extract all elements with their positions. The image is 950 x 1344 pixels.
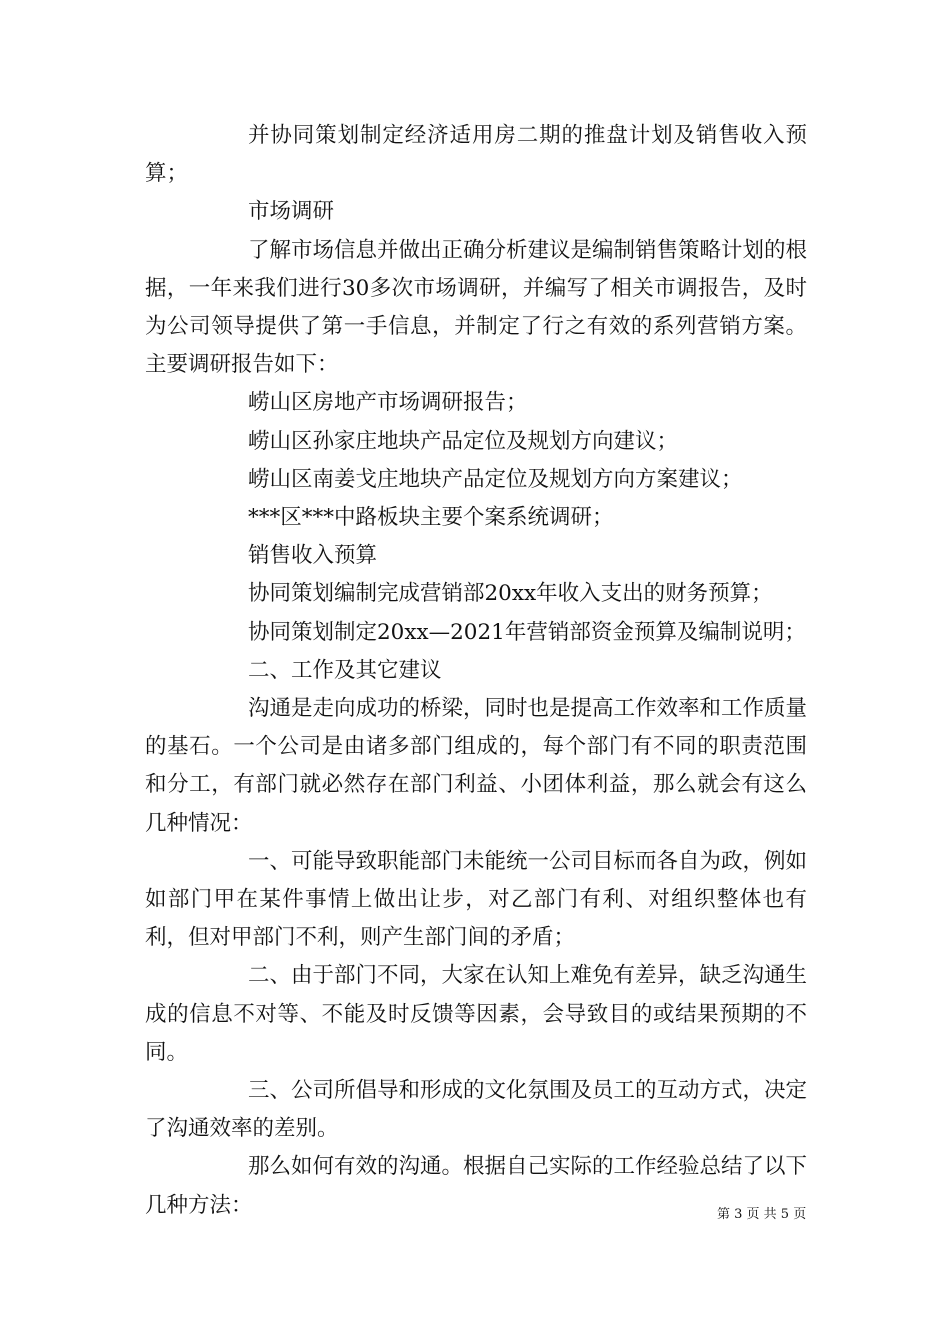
page-number-footer: 第 3 页 共 5 页 (717, 1207, 807, 1222)
list-item-report: 崂山区南姜戈庄地块产品定位及规划方向方案建议； (248, 466, 743, 492)
paragraph-point-two: 二、由于部门不同，大家在认知上难免有差异，缺乏沟通生成的信息不对等、不能及时反馈等因素，会导致目的或结果预期的不同。 (145, 963, 808, 1065)
paragraph-communication: 沟通是走向成功的桥梁，同时也是提高工作效率和工作质量的基石。一个公司是由诸多部门组成的，每个部门有不同的职责范围和分工，有部门就必然存在部门利益、小团体利益，那么就会有这么几种情况： (145, 696, 808, 836)
list-item-report: ***区***中路板块主要个案系统调研； (248, 505, 614, 531)
list-item-budget: 协同策划编制完成营销部20xx年收入支出的财务预算； (248, 581, 773, 607)
heading-sales-budget: 销售收入预算 (248, 543, 378, 569)
section-heading-suggestions: 二、工作及其它建议 (248, 657, 442, 683)
list-item-report: 崂山区孙家庄地块产品定位及规划方向建议； (248, 428, 679, 454)
paragraph-point-three: 三、公司所倡导和形成的文化氛围及员工的互动方式，决定了沟通效率的差别。 (145, 1078, 808, 1142)
paragraph-market-research: 了解市场信息并做出正确分析建议是编制销售策略计划的根据，一年来我们进行30多次市场调研，并编写了相关市调报告，及时为公司领导提供了第一手信息，并制定了行之有效的系列营销方案。主要调研报告如下： (145, 237, 808, 378)
body-text (145, 117, 807, 1225)
paragraph-sales-plan: 并协同策划制定经济适用房二期的推盘计划及销售收入预算； (145, 123, 807, 187)
list-item-report: 崂山区房地产市场调研报告； (248, 390, 528, 416)
heading-market-research: 市场调研 (248, 199, 335, 225)
paragraph-methods-intro: 那么如何有效的沟通。根据自己实际的工作经验总结了以下几种方法： (145, 1154, 808, 1218)
paragraph-point-one: 一、可能导致职能部门未能统一公司目标而各自为政，例如如部门甲在某件事情上做出让步，对乙部门有利、对组织整体也有利，但对甲部门不利，则产生部门间的矛盾； (145, 848, 808, 951)
list-item-budget: 协同策划制定20xx—2021年营销部资金预算及编制说明； (248, 619, 806, 645)
